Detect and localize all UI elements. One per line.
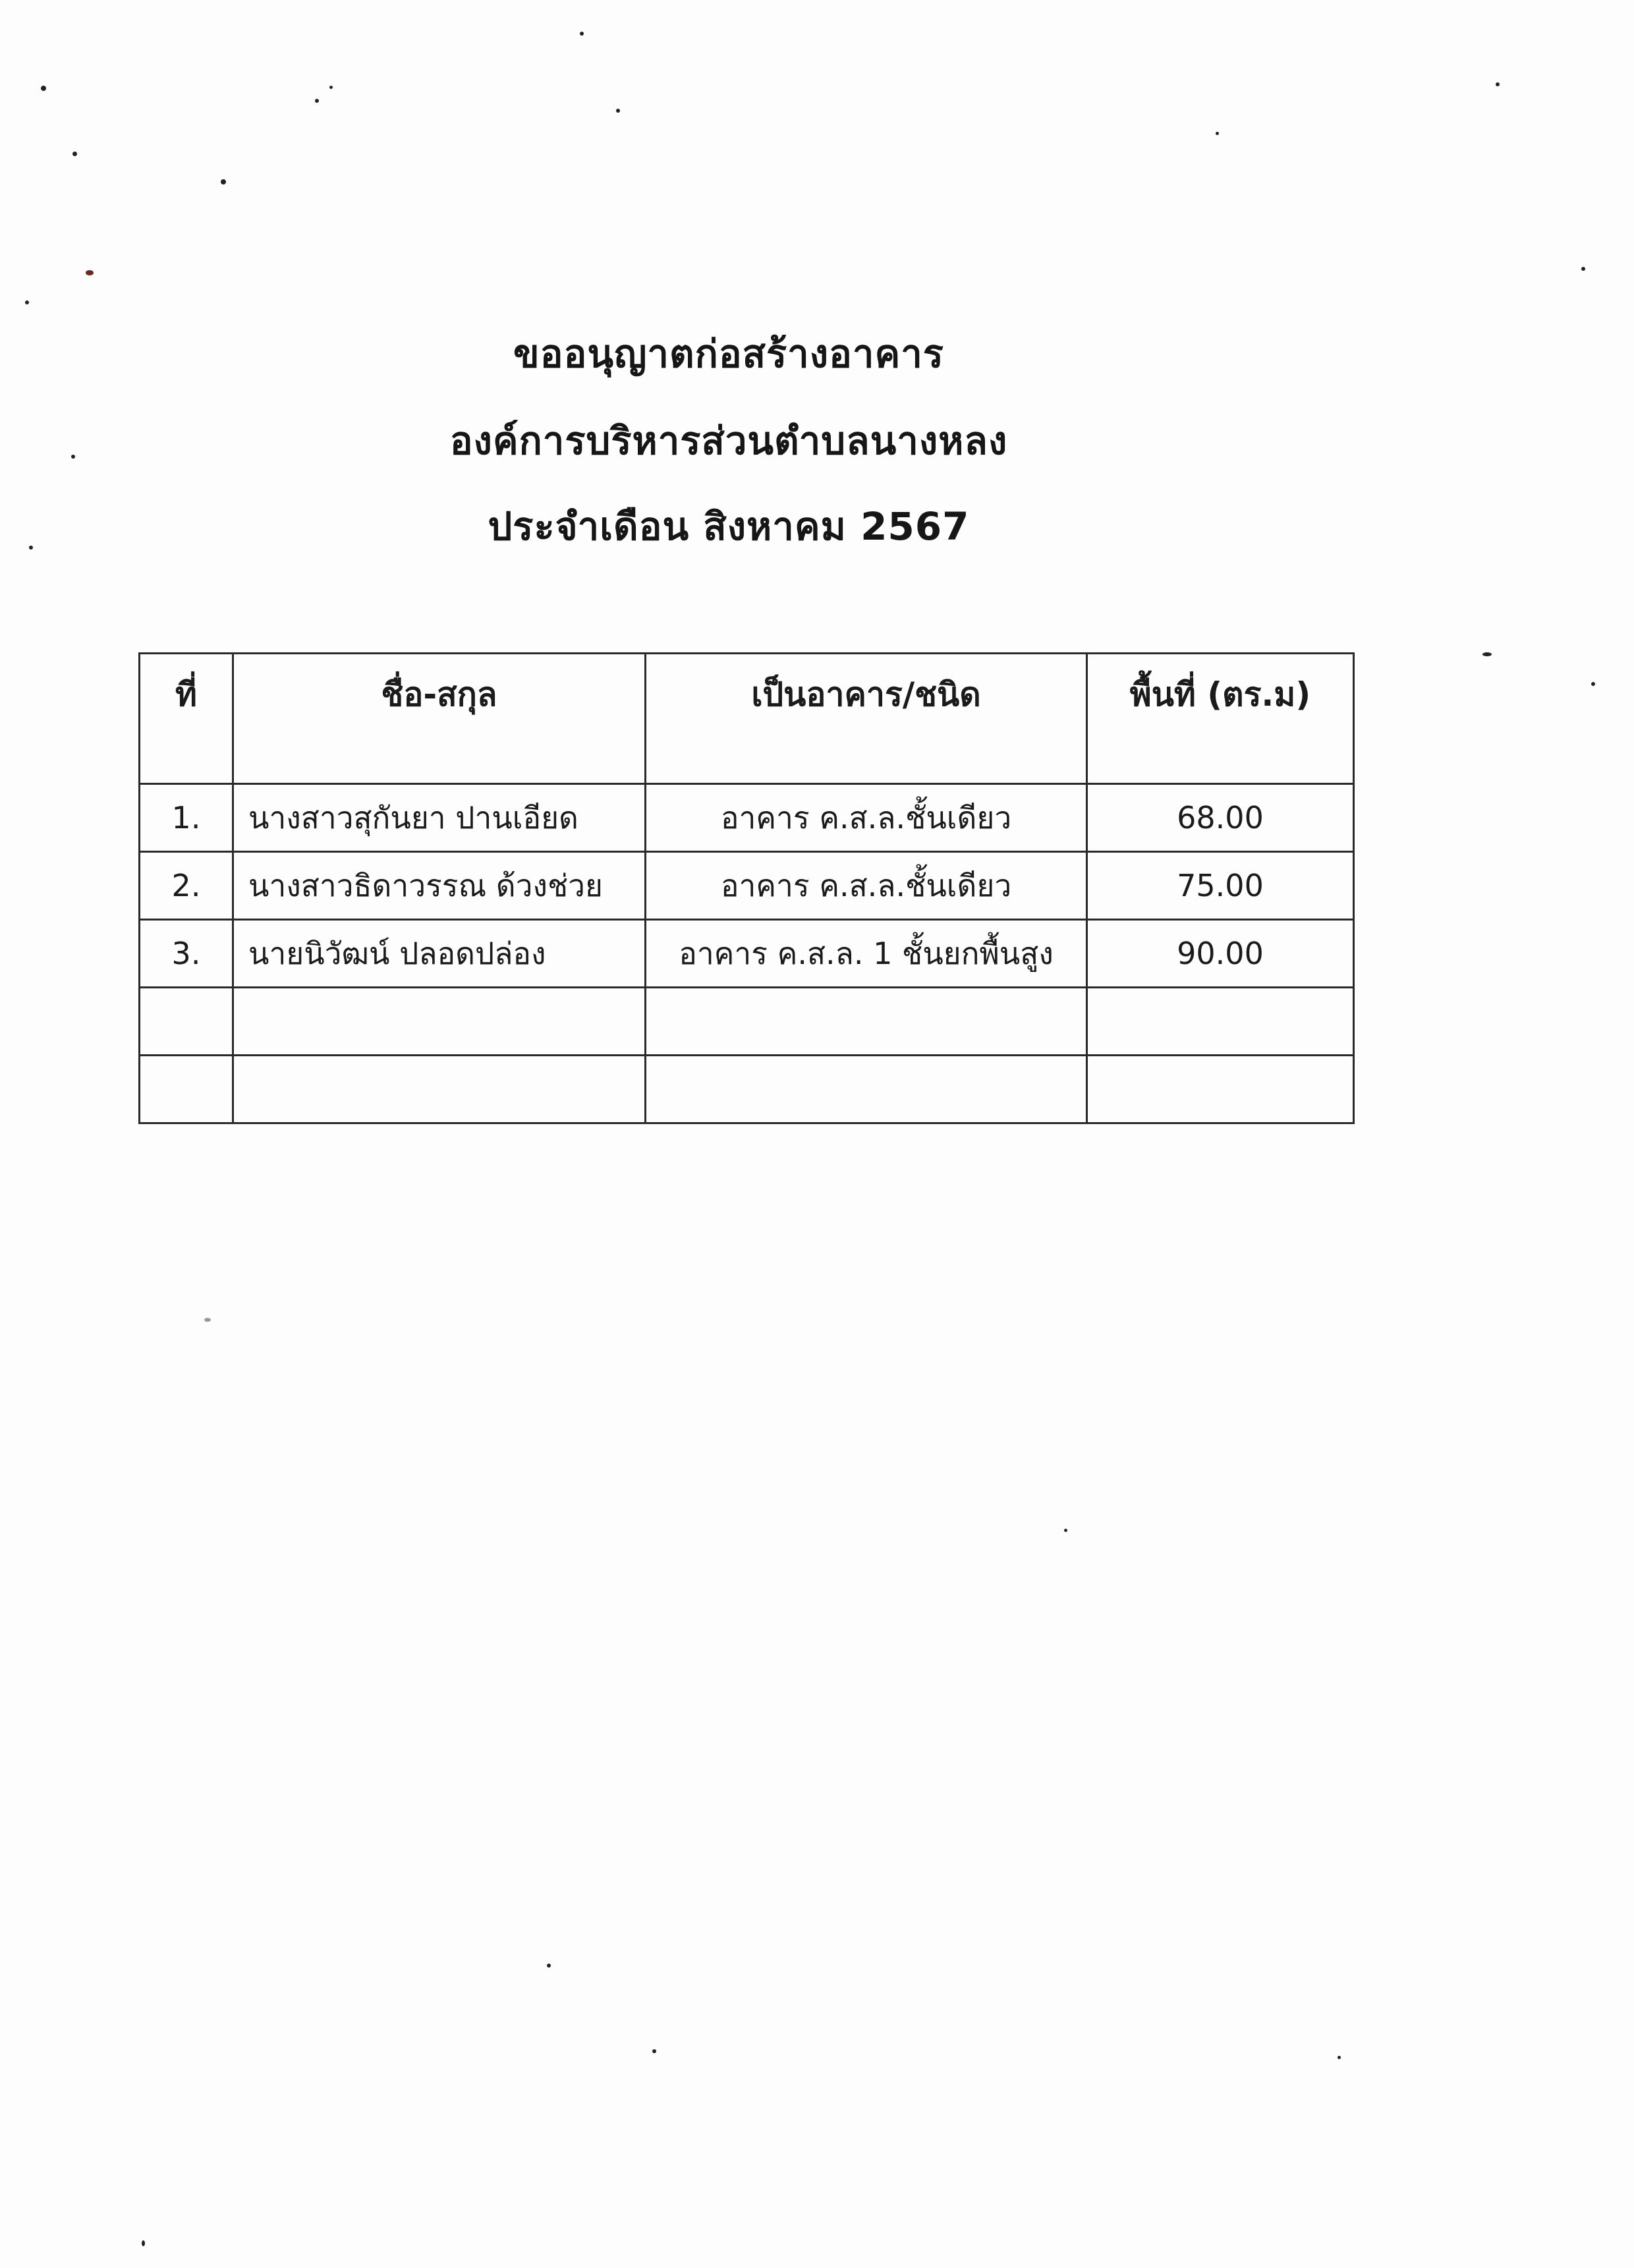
table-row-empty (140, 1056, 1354, 1123)
scan-speck (25, 300, 29, 304)
permit-table (138, 652, 1355, 1124)
header-name: ชื่อ-สกุล (233, 654, 646, 784)
cell-area: 75.00 (1087, 852, 1354, 920)
cell-area: 68.00 (1087, 784, 1354, 852)
scan-speck (315, 99, 319, 103)
cell-type: อาคาร ค.ส.ล.ชั้นเดียว (646, 784, 1087, 852)
cell-type: อาคาร ค.ส.ล. 1 ชั้นยกพื้นสูง (646, 920, 1087, 988)
scan-speck (1482, 652, 1492, 656)
scan-speck (142, 2240, 145, 2246)
cell-area: 90.00 (1087, 920, 1354, 988)
cell-name: นางสาวธิดาวรรณ ด้วงช่วย (233, 852, 646, 920)
cell-no: 1. (140, 784, 233, 852)
cell-no: 2. (140, 852, 233, 920)
organization-name: องค์การบริหารส่วนตำบลนางหลง (449, 418, 1008, 463)
report-period: ประจำเดือน สิงหาคม 2567 (488, 504, 970, 549)
cell-type (646, 1056, 1087, 1123)
table-row (140, 920, 1354, 988)
scan-speck (41, 86, 46, 91)
header-area: พื้นที่ (ตร.ม) (1087, 654, 1354, 784)
scan-speck (329, 86, 333, 89)
scan-speck (547, 1964, 551, 1968)
scan-speck (1064, 1529, 1067, 1532)
cell-name: นายนิวัฒน์ ปลอดปล่อง (233, 920, 646, 988)
scan-speck (29, 546, 33, 550)
scan-speck (86, 270, 94, 275)
table-row-empty (140, 988, 1354, 1056)
cell-no (140, 988, 233, 1056)
scan-speck (72, 152, 77, 156)
table-row (140, 784, 1354, 852)
header-type: เป็นอาคาร/ชนิด (646, 654, 1087, 784)
scan-speck (204, 1318, 211, 1322)
scan-speck (1338, 2056, 1341, 2059)
scan-speck (1581, 267, 1585, 271)
scan-speck (616, 109, 620, 113)
scan-speck (1496, 82, 1500, 86)
table-row (140, 852, 1354, 920)
cell-name (233, 988, 646, 1056)
scan-speck (1216, 132, 1219, 135)
scan-speck (652, 2049, 656, 2053)
cell-area (1087, 1056, 1354, 1123)
scan-speck (580, 32, 584, 36)
cell-no: 3. (140, 920, 233, 988)
cell-type (646, 988, 1087, 1056)
scan-speck (71, 455, 75, 459)
cell-area (1087, 988, 1354, 1056)
cell-name (233, 1056, 646, 1123)
cell-name: นางสาวสุกันยา ปานเอียด (233, 784, 646, 852)
cell-type: อาคาร ค.ส.ล.ชั้นเดียว (646, 852, 1087, 920)
document-title: ขออนุญาตก่อสร้างอาคาร (513, 331, 944, 376)
header-no: ที่ (140, 654, 233, 784)
cell-no (140, 1056, 233, 1123)
table-header-row (140, 654, 1354, 784)
scan-speck (1591, 682, 1595, 686)
scan-speck (221, 179, 226, 184)
